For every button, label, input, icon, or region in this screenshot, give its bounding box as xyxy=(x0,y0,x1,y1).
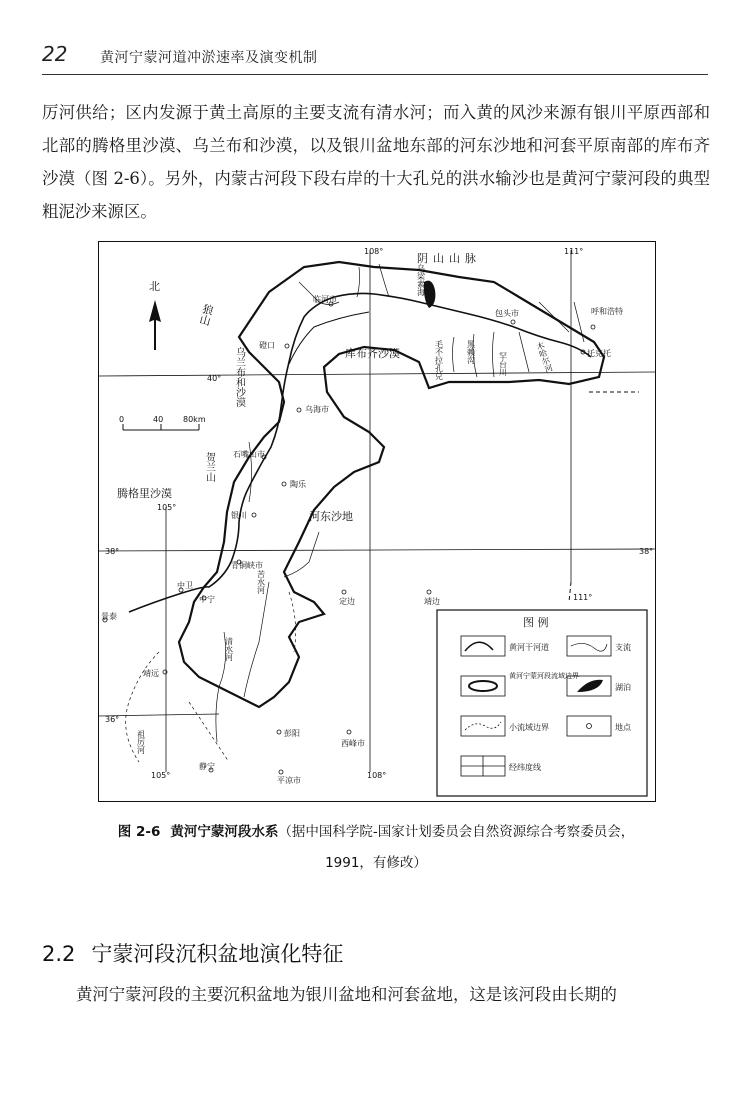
section-number: 2.2 xyxy=(42,942,76,966)
lon-105-top: 105° xyxy=(157,503,177,512)
map-svg xyxy=(99,242,655,801)
label-kubuqi: 库布齐沙漠 xyxy=(345,347,400,360)
label-mulunghe: 木哈尔河 xyxy=(534,340,555,374)
label-zulihe: 祖厉河 xyxy=(136,730,146,754)
label-jingning: 静宁 xyxy=(199,762,215,771)
figure-caption xyxy=(42,820,710,840)
label-pengyang: 彭阳 xyxy=(284,729,300,738)
label-zhongwei: 中卫 xyxy=(177,581,193,590)
marker-baotou xyxy=(511,320,515,324)
caption-title: 黄河宁蒙河段水系 xyxy=(170,824,279,840)
label-dengkou: 磴口 xyxy=(259,341,275,350)
label-qingtongxia: 青铜峡市 xyxy=(231,561,263,570)
section-heading xyxy=(42,938,343,968)
lon-105-bottom: 105° xyxy=(151,771,171,780)
legend-small-watershed: 小流域边界 xyxy=(509,723,549,732)
label-baotou: 包头市 xyxy=(495,309,519,318)
label-taole: 陶乐 xyxy=(290,480,306,489)
legend-graticule: 经纬度线 xyxy=(509,763,541,772)
figure-caption-cont: 1991，有修改） xyxy=(325,855,427,871)
marker-jingbian xyxy=(427,590,431,594)
lat-38-right: 38° xyxy=(639,547,654,556)
figure-map xyxy=(98,241,656,802)
scale-tick-80: 80km xyxy=(183,415,206,424)
label-kushuihe: 苦水河 xyxy=(256,570,266,594)
label-jingyuan: 靖远 xyxy=(143,669,159,678)
body-paragraph-2: 黄河宁蒙河段的主要沉积盆地为银川盆地和河套盆地，这是该河段由长期的 xyxy=(76,985,617,1004)
label-xifeng: 西峰市 xyxy=(341,739,365,748)
scale-tick-0: 0 xyxy=(119,415,125,424)
label-hohhot: 呼和浩特 xyxy=(591,307,623,316)
lon-111-lower: 111° xyxy=(573,593,593,602)
lat-38-line xyxy=(99,549,655,551)
trib-1 xyxy=(453,337,455,372)
label-heilaigou: 黑赖沟 xyxy=(466,340,476,364)
legend-location: 地点 xyxy=(615,723,631,732)
lat-36-label: 36° xyxy=(105,715,120,724)
label-tengger: 腾格里沙漠 xyxy=(117,487,172,500)
trib-8 xyxy=(539,302,569,332)
label-shizuishan: 石嘴山市 xyxy=(233,450,265,459)
label-zhongning: 中宁 xyxy=(199,595,215,604)
marker-dingbian xyxy=(342,590,346,594)
marker-dengkou xyxy=(285,344,289,348)
page-header xyxy=(42,40,708,75)
legend-lake: 湖泊 xyxy=(615,683,631,692)
label-hantaichuan: 罕台川 xyxy=(498,352,508,376)
scale-bar xyxy=(119,415,206,430)
label-wuliangsuhai: 乌梁素海 xyxy=(416,264,426,296)
label-dingbian: 定边 xyxy=(339,597,355,606)
lat-40-line xyxy=(99,372,655,376)
section-title: 宁蒙河段沉积盆地演化特征 xyxy=(91,942,344,966)
label-jingtai: 景泰 xyxy=(101,612,117,621)
marker-pingliang xyxy=(279,770,283,774)
label-qingshuihe: 清水河 xyxy=(224,637,234,661)
label-maobulakongdui: 毛不拉孔兑 xyxy=(434,340,444,380)
label-langshan: 狼山 xyxy=(197,302,216,327)
yellow-river xyxy=(129,293,591,612)
north-label: 北 xyxy=(149,280,160,293)
trib-9 xyxy=(574,302,584,342)
north-arrow xyxy=(149,280,161,350)
label-pingliang: 平凉市 xyxy=(277,776,301,785)
label-yinchuan: 银川 xyxy=(231,511,247,520)
marker-taole xyxy=(282,482,286,486)
marker-wuhai xyxy=(297,408,301,412)
label-wuhai: 乌海市 xyxy=(305,405,329,414)
legend-basin-boundary: 黄河宁蒙河段流域边界 xyxy=(509,672,579,680)
label-helanshan: 贺兰山 xyxy=(203,452,215,482)
lon-111-lower xyxy=(569,582,571,602)
legend-title: 图 例 xyxy=(523,616,549,629)
marker-xifeng xyxy=(347,730,351,734)
body-paragraph-1: 厉河供给；区内发源于黄土高原的主要支流有清水河；而入黄的风沙来源有银川平原西部和北部的腾格里沙漠、乌兰布和沙漠，以及银川盆地东部的河东沙地和河套平原南部的库布齐沙漠（图 2-6）。另外，内蒙古河段下段右岸的十大孔兑的洪水输沙也是黄河宁蒙河段的典型粗泥沙来源区。 xyxy=(42,103,710,221)
label-ulanbuh: 乌兰布和沙漠 xyxy=(233,347,245,407)
trib-3 xyxy=(493,332,495,377)
lat-40-label: 40° xyxy=(207,374,222,383)
label-linhe: 临河市 xyxy=(313,295,337,304)
legend-main-channel: 黄河干河道 xyxy=(509,643,549,652)
trib-4 xyxy=(519,332,529,372)
label-hedong: 河东沙地 xyxy=(309,510,353,523)
label-tuoketuo: 托克托 xyxy=(587,349,611,358)
legend-tributary: 支流 xyxy=(615,643,631,652)
page-number: 22 xyxy=(42,42,68,66)
trib-6 xyxy=(357,267,360,297)
lon-108-top: 108° xyxy=(364,247,384,256)
qingshui-river xyxy=(244,582,269,697)
marker-pengyang xyxy=(277,730,281,734)
marker-yinchuan xyxy=(252,513,256,517)
running-title: 黄河宁蒙河道冲淤速率及演变机制 xyxy=(100,50,318,66)
marker-hohhot xyxy=(591,325,595,329)
label-yinshan: 阴山山脉 xyxy=(417,252,481,265)
lon-111-top: 111° xyxy=(564,247,584,256)
scale-tick-40: 40 xyxy=(153,415,164,424)
legend xyxy=(437,610,647,796)
label-jingbian: 靖边 xyxy=(424,597,440,606)
caption-label: 图 2-6 xyxy=(117,824,161,840)
caption-source: （据中国科学院-国家计划委员会自然资源综合考察委员会， xyxy=(278,824,635,840)
lon-108-bottom: 108° xyxy=(367,771,387,780)
lat-38-left: 38° xyxy=(105,547,120,556)
